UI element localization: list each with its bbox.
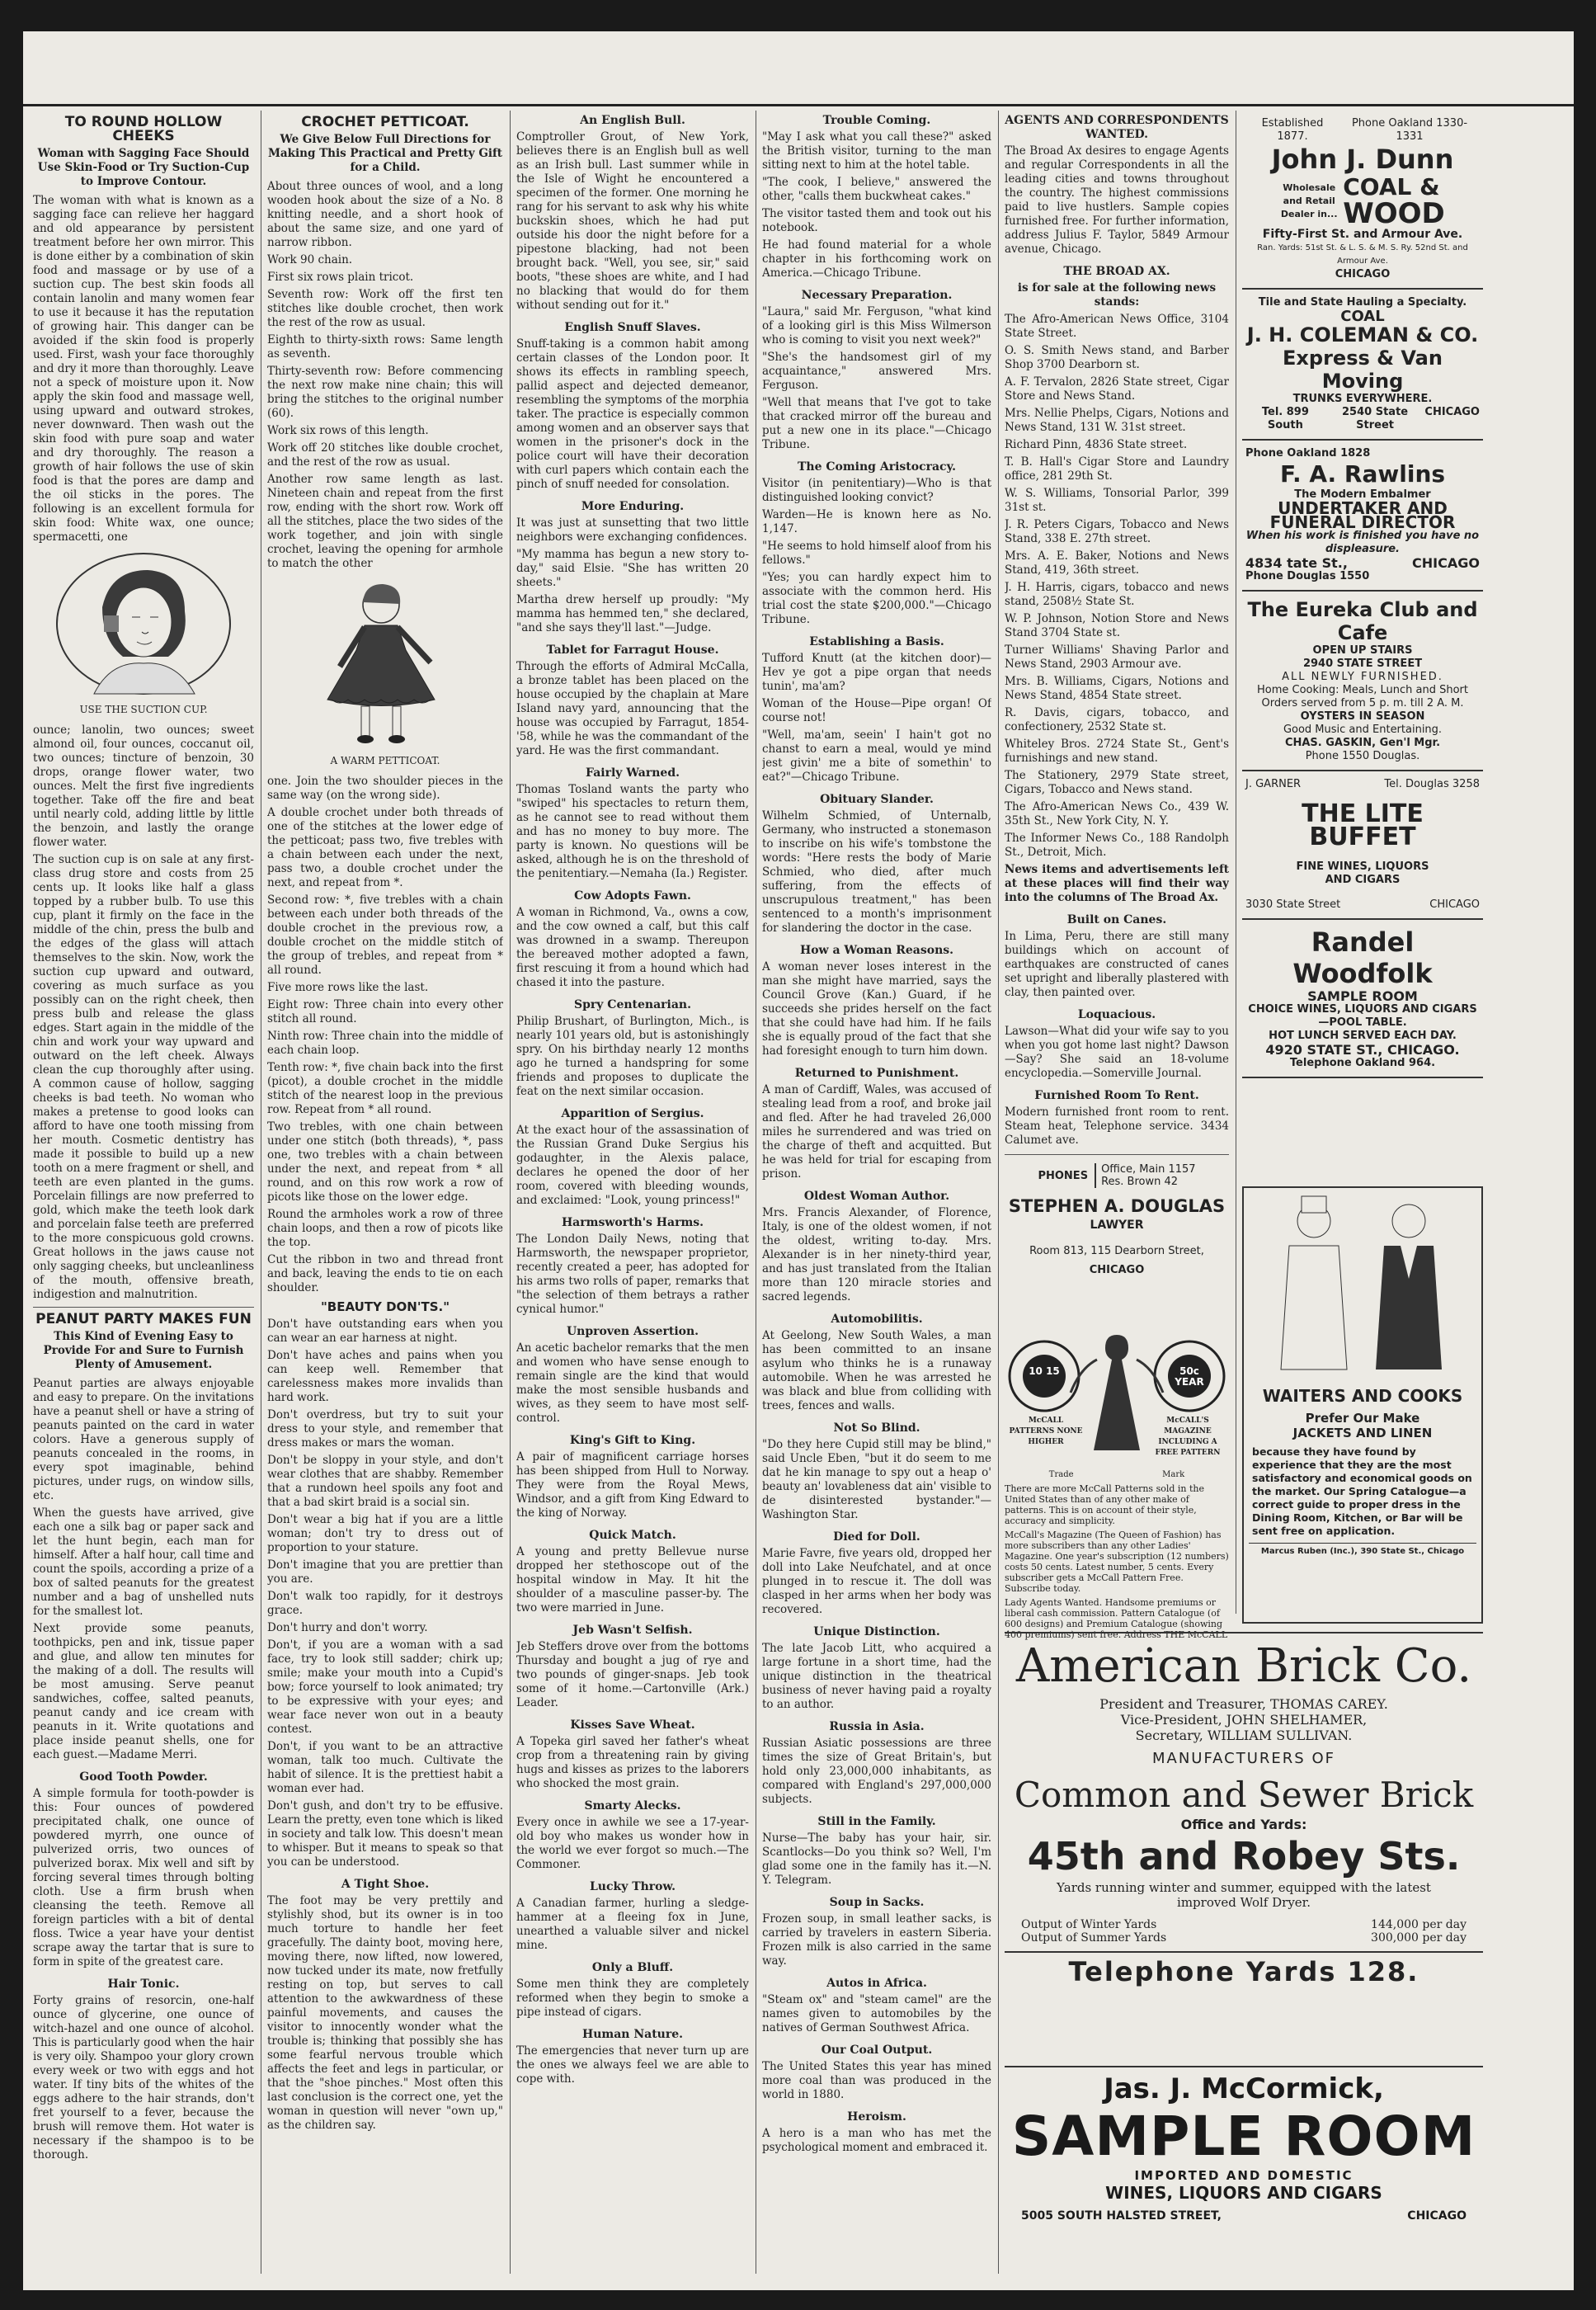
headline-crochet-petticoat: CROCHET PETTICOAT. bbox=[301, 114, 469, 130]
paragraph: Tufford Knutt (at the kitchen door)—Hev ye got a pipe organ that needs tunin', ma'am? bbox=[762, 652, 991, 693]
mccall-left-badge: 10 15 bbox=[1029, 1365, 1060, 1377]
paragraph: Snuff-taking is a common habit among certain classes of the London poor. It shows its effects in rambling speech, pallid aspect and dejected demeanor, resembling the symptoms of the morphia taker. The practice is especially common among women and an observer says that women in the prisoner's dock in the police court will have their decoration with curl papers which contain each the pinch of snuff needed for consolation. bbox=[516, 337, 749, 491]
paragraph: A Canadian farmer, hurling a sledge-hammer at a fleeing fox in June, unearthed a valuable silver and nickel mine. bbox=[516, 1897, 749, 1952]
lawyer-address: Room 813, 115 Dearborn Street, bbox=[1029, 1245, 1204, 1257]
mccall-left-text: McCALL PATTERNS NONE HIGHER bbox=[1009, 1417, 1083, 1446]
lite-line: AND CIGARS bbox=[1325, 874, 1401, 886]
lite-name: THE LITE BUFFET bbox=[1302, 799, 1424, 851]
paragraph: News items and advertisements left at these places will find their way into the columns of The Broad Ax. bbox=[1005, 863, 1229, 904]
rawlins-ad bbox=[1242, 441, 1483, 592]
paragraph: Eight row: Three chain into every other stitch all round. bbox=[267, 998, 503, 1025]
news-stand-entry: W. P. Johnson, Notion Store and News Stand 3704 State st. bbox=[1005, 612, 1229, 639]
paragraph: Work 90 chain. bbox=[267, 253, 353, 266]
headline: More Enduring. bbox=[581, 500, 685, 513]
paragraph: Next provide some peanuts, toothpicks, pen and ink, tissue paper and glue, and allow ten minutes for the making of a doll. The results will be most amusing. Serve peanut sandwiches, coffee, salted peanuts, peanut candy and ice cream with peanuts in it. Write quotations and place inside peanut shells, one for each guest.—Madame Merri. bbox=[33, 1622, 254, 1761]
newspaper-page bbox=[23, 31, 1574, 2290]
rawlins-motto: When his work is finished you have no displeasure. bbox=[1245, 530, 1480, 555]
brick-title: American Brick Co. bbox=[1015, 1639, 1472, 1693]
headline: Tablet for Farragut House. bbox=[546, 644, 719, 657]
paragraph: The suction cup is on sale at any first-class drug store and costs from 25 cents up. It looks like half a glass topped by a rubber bulb. To use this cup, plant it firmly on the face in the middle of the chin, press the bulb and the edges of the glass will attach themselves to the skin. Now, work the suction cup upward and outward, covering as much surface as you possibly can on the right cheek, then press bulb and release the glass edges. Start again in the middle of the chin and work your way upward and outward on the left cheek. Always clean the cup thoroughly after using. A common cause of hollow, sagging cheeks is bad teeth. No woman who makes a pretense to good looks can afford to have one tooth missing from her mouth. Cosmetic dentistry has made it possible to build up a new tooth on a mere fragment or shell, and teeth are even planted in the gums. Porcelain fillings are now preferred to gold, which make the teeth look dark and porcelain false teeth are preferred to the more conspicuous gold crowns. Great hollows in the jaws cause not only sagging cheeks, but uncleanliness of the mouth, offensive breath, indigestion and malnutrition. bbox=[33, 853, 254, 1301]
woman-suction-cup-illustration bbox=[45, 549, 242, 698]
headline: Harmsworth's Harms. bbox=[561, 1216, 704, 1229]
paragraph: Ninth row: Three chain into the middle of each chain loop. bbox=[267, 1030, 503, 1057]
paragraph: Don't gush, and don't try to be effusive. Learn the pretty, even tone which is liked in society and talk low. This doesn't mean to whisper. But it means to speak so that you can be understood. bbox=[267, 1799, 503, 1869]
dunn-coal: COAL & bbox=[1343, 173, 1440, 200]
news-stand-entry: J. H. Harris, cigars, tobacco and news stand, 2508½ State St. bbox=[1005, 581, 1229, 608]
brick-line: Secretary, WILLIAM SULLIVAN. bbox=[1135, 1728, 1353, 1743]
paragraph: one. Join the two shoulder pieces in the same way (on the wrong side). bbox=[267, 775, 503, 802]
paragraph: Don't overdress, but try to suit your dress to your style, and remember that dress makes or mars the woman. bbox=[267, 1408, 503, 1450]
mccall-right-text: McCALL'S MAGAZINE INCLUDING A FREE PATTERN bbox=[1155, 1417, 1221, 1457]
brick-line: Vice-President, JOHN SHELHAMER, bbox=[1120, 1712, 1368, 1728]
caption-suction-cup: USE THE SUCTION CUP. bbox=[79, 704, 208, 715]
paragraph: There are more McCall Patterns sold in the United States than of any other make of patterns. This is on account of their style, accuracy and simplicity. bbox=[1005, 1483, 1205, 1526]
headline-agents-wanted: AGENTS AND CORRESPONDENTS WANTED. bbox=[1005, 114, 1229, 141]
headline: Russia in Asia. bbox=[829, 1720, 925, 1733]
headline: Oldest Woman Author. bbox=[803, 1190, 950, 1203]
dunn-address: Fifty-First St. and Armour Ave. bbox=[1262, 228, 1463, 241]
paragraph: Marie Favre, five years old, dropped her doll into Lake Neufchatel, and at once plunged in to rescue it. The doll was clasped in her arms when her body was recovered. bbox=[762, 1547, 991, 1616]
column-divider bbox=[998, 111, 999, 2274]
brick-output-label: Output of Summer Yards bbox=[1021, 1931, 1167, 1945]
news-stand-entry: Turner Williams' Shaving Parlor and News Stand, 2903 Armour ave. bbox=[1005, 644, 1229, 671]
brick-phone: Telephone Yards 128. bbox=[1005, 1951, 1483, 1987]
brick-output-row bbox=[1021, 1931, 1467, 1945]
coleman-top: Tile and State Hauling a Specialty. bbox=[1258, 296, 1467, 309]
paragraph: McCall's Magazine (The Queen of Fashion) has more subscribers than any other Ladies' Magazine. One year's subscription (12 numbers) costs 50 cents. Latest number, 5 cents. Every subscriber gets a McCall Pattern Free. Subscribe today. bbox=[1005, 1530, 1229, 1594]
headline: Our Coal Output. bbox=[821, 2044, 933, 2057]
paragraph: Through the efforts of Admiral McCalla, a bronze tablet has been placed on the house occupied by the chaplain at Mare Island navy yard, announcing that the house was occupied by Farragut, 1854-'58, while he was the commandant of the yard. He was the first commandant. bbox=[516, 660, 749, 757]
headline: Soup in Sacks. bbox=[829, 1896, 925, 1909]
paragraph: A Topeka girl saved her father's wheat crop from a threatening rain by giving hugs and kisses as prizes to the laborers who shocked the most grain. bbox=[516, 1735, 749, 1790]
paragraph: Don't, if you want to be an attractive woman, talk too much. Cultivate the habit of silence. It is the prettiest habit a woman ever had. bbox=[267, 1740, 503, 1795]
coleman-address: 2540 State Street bbox=[1342, 406, 1409, 431]
brick-output-row bbox=[1021, 1918, 1467, 1931]
randel-line: HOT LUNCH SERVED EACH DAY. bbox=[1269, 1030, 1457, 1042]
mccormick-line: WINES, LIQUORS AND CIGARS bbox=[1105, 2183, 1382, 2203]
headline: English Snuff Slaves. bbox=[564, 321, 701, 334]
column-1 bbox=[33, 111, 254, 2274]
headline: Kisses Save Wheat. bbox=[570, 1718, 695, 1732]
mccormick-address: 5005 SOUTH HALSTED STREET, bbox=[1021, 2209, 1222, 2223]
randel-line: CHOICE WINES, LIQUORS AND CIGARS—POOL TABLE. bbox=[1248, 1003, 1477, 1029]
paragraph: Wilhelm Schmied, of Unternalb, Germany, who instructed a stonemason to inscribe on his wife's tombstone the words: "Here rests the body of Marie Schmied, who died, after much suffering, from the effects of unscrupulous treatment," has been sentenced to a month's imprisonment for slandering the doctor in the case. bbox=[762, 809, 991, 935]
brick-line: Yards running winter and summer, equipped with the latest improved Wolf Dryer. bbox=[1057, 1880, 1431, 1910]
paragraph: Thomas Tosland wants the party who "swiped" his spectacles to return them, as he cannot see to read without them and has no money to buy more. The party is known. No questions will be asked, although he is on the threshold of the penitentiary.—Nemaha (Ia.) Register. bbox=[516, 783, 749, 880]
waiters-title: WAITERS AND COOKS bbox=[1262, 1386, 1463, 1406]
paragraph: "Well, ma'am, seein' I hain't got no chanst to earn a meal, would ye mind jest givin' me a bite of somethin' to eat?"—Chicago Tribune. bbox=[762, 728, 991, 784]
paragraph: Forty grains of resorcin, one-half ounce of glycerine, one ounce of witch-hazel and one ounce of alcohol. This is particularly good when the hair is very oily. Shampoo your glory crown every week or two with eggs and hot water. If tiny bits of the whites of the eggs adhere to the hair strands, don't fret yourself to a fever, because the brush will remove them. Hot water is necessary if the shampoo is to be thorough. bbox=[33, 1994, 254, 2162]
headline: Obituary Slander. bbox=[820, 793, 934, 806]
mccormick-name: Jas. J. McCormick, bbox=[1104, 2072, 1384, 2105]
lite-address: 3030 State Street bbox=[1245, 898, 1341, 911]
randel-name: Randel Woodfolk bbox=[1292, 926, 1433, 989]
caption-warm-petticoat: A WARM PETTICOAT. bbox=[330, 755, 440, 766]
mccormick-address-row bbox=[1021, 2209, 1467, 2223]
subhead-crochet-petticoat: We Give Below Full Directions for Making This Practical and Pretty Gift for a Child. bbox=[267, 133, 503, 174]
headline: The Coming Aristocracy. bbox=[798, 460, 956, 474]
coleman-trunks: TRUNKS EVERYWHERE. bbox=[1292, 393, 1433, 405]
eureka-ad bbox=[1242, 592, 1483, 771]
eureka-line: OPEN UP STAIRS bbox=[1312, 644, 1413, 657]
headline: Loquacious. bbox=[1077, 1008, 1156, 1021]
headline-hollow-cheeks: TO ROUND HOLLOW CHEEKS bbox=[64, 114, 223, 144]
mccormick-ad bbox=[1005, 2066, 1483, 2274]
headline: Only a Bluff. bbox=[591, 1961, 674, 1974]
paragraph: The late Jacob Litt, who acquired a large fortune in a short time, had the unique distinction in the theatrical business of never having paid a royalty to an author. bbox=[762, 1642, 991, 1711]
news-stand-entry: W. S. Williams, Tonsorial Parlor, 399 31st st. bbox=[1005, 487, 1229, 514]
rawlins-address: 4834 tate St., bbox=[1245, 555, 1348, 571]
randel-sub: SAMPLE ROOM bbox=[1307, 988, 1418, 1004]
headline: How a Woman Reasons. bbox=[799, 944, 954, 957]
paragraph: A double crochet under both threads of one of the stitches at the lower edge of the petticoat; pass two, five trebles with a chain between each under the next, pass two, a double crochet under the next, and repeat from *. bbox=[267, 806, 503, 889]
paragraph: "Yes; you can hardly expect him to associate with the common herd. His trial cost the state $200,000."—Chicago Tribune. bbox=[762, 571, 991, 626]
mccall-trade-label: Trade bbox=[1048, 1470, 1074, 1479]
headline-beauty-donts: "BEAUTY DON'TS." bbox=[320, 1299, 450, 1314]
headline: Fairly Warned. bbox=[586, 766, 680, 780]
column-divider bbox=[510, 111, 511, 2274]
rawlins-city: CHICAGO bbox=[1412, 555, 1480, 571]
headline: Establishing a Basis. bbox=[809, 635, 944, 648]
paragraph: Don't hurry and don't worry. bbox=[267, 1621, 428, 1634]
rawlins-director: FUNERAL DIRECTOR bbox=[1269, 512, 1456, 532]
paragraph: Nurse—The baby has your hair, sir. Scantlocks—Do you think so? Well, I'm glad some one in the family has it.—N. Y. Telegram. bbox=[762, 1832, 991, 1887]
mccormick-title: SAMPLE ROOM bbox=[1011, 2105, 1476, 2168]
paragraph: "May I ask what you call these?" asked the British visitor, turning to the man sitting next to him at the hotel table. bbox=[762, 130, 991, 172]
paragraph: A woman never loses interest in the man she might have married, says the Council Grove (Kan.) Guard, if he succeeds she prides herself on the fact that she could have had him. If he fails she is equally proud of the fact that she had foresight enough to turn him down. bbox=[762, 960, 991, 1058]
paragraph: Warden—He is known here as No. 1,147. bbox=[762, 508, 991, 535]
paragraph: Peanut parties are always enjoyable and easy to prepare. On the invitations have a peanut shell or have a string of peanuts painted on the card in water colors. Have a generous supply of peanuts concealed in the rooms, in every spot imaginable, behind pictures, under rugs, on window sills, etc. bbox=[33, 1377, 254, 1502]
paragraph: An acetic bachelor remarks that the men and women who have sense enough to remain single are the kind that would make the most sensible husbands and wives, as they seem to have most self-control. bbox=[516, 1341, 749, 1425]
paragraph: "Laura," said Mr. Ferguson, "what kind of a looking girl is this Miss Wilmerson who is coming to visit you next week?" bbox=[762, 305, 991, 346]
eureka-line: ALL NEWLY FURNISHED. bbox=[1282, 671, 1443, 683]
news-stand-entry: Mrs. B. Williams, Cigars, Notions and News Stand, 4854 State street. bbox=[1005, 675, 1229, 702]
paragraph: Eighth to thirty-sixth rows: Same length as seventh. bbox=[267, 333, 503, 361]
rawlins-undertaker: UNDERTAKER AND bbox=[1278, 498, 1448, 518]
lite-phone: Tel. Douglas 3258 bbox=[1384, 778, 1480, 790]
news-stand-entry: O. S. Smith News stand, and Barber Shop 3700 Dearborn st. bbox=[1005, 344, 1229, 371]
phone-office: Office, Main 1157 bbox=[1101, 1163, 1196, 1176]
paragraph: "The cook, I believe," answered the other, "calls them buckwheat cakes." bbox=[762, 176, 991, 203]
paragraph: The United States this year has mined more coal than was produced in the world in 1880. bbox=[762, 2060, 991, 2101]
mccormick-city: CHICAGO bbox=[1407, 2209, 1467, 2223]
paragraph: Every once in awhile we see a 17-year-old boy who makes us wonder how in the world we ever forgot so much.—The Commoner. bbox=[516, 1816, 749, 1871]
waiters-body: because they have found by experience that they are the most satisfactory and economical goods on the market. Our Spring Catalogue—a correct guide to proper dress in the Dining Room, Kitchen, or Bar will be sent free on application. bbox=[1252, 1445, 1472, 1537]
randel-address: 4920 STATE ST., CHICAGO. bbox=[1265, 1042, 1460, 1058]
brick-products: Common and Sewer Brick bbox=[1014, 1775, 1474, 1815]
paragraph: At the exact hour of the assassination of the Russian Grand Duke Sergius his godaughter, in the Alexis palace, declares he opened the door of her room, covered with bleeding wounds, and exclaimed: "Look, young princess!" bbox=[516, 1124, 749, 1207]
headline: Heroism. bbox=[847, 2110, 906, 2124]
paragraph: Second row: *, five trebles with a chain between each under both threads of the double crochet in the previous row, a double crochet on the middle stitch of the group of trebles, and repeat from * all round. bbox=[267, 893, 503, 977]
paragraph: About three ounces of wool, and a long wooden hook about the size of a No. 8 knitting needle, and a short hook of about the same size, and one yard of narrow ribbon. bbox=[267, 180, 503, 249]
dunn-name: John J. Dunn bbox=[1271, 144, 1454, 175]
headline: Necessary Preparation. bbox=[801, 289, 953, 302]
paragraph: A pair of magnificent carriage horses has been shipped from Hull to Norway. They were from the Royal Mews, Windsor, and a gift from King Edward to the king of Norway. bbox=[516, 1450, 749, 1520]
waiters-line: JACKETS AND LINEN bbox=[1292, 1426, 1433, 1440]
dunn-wood: WOOD bbox=[1343, 197, 1445, 230]
dunn-phone: Phone Oakland 1330-1331 bbox=[1351, 117, 1468, 143]
paragraph: "Well that means that I've got to take that cracked mirror off the bureau and put a new one in its place."—Chicago Tribune. bbox=[762, 396, 991, 451]
subhead-peanut-party: This Kind of Evening Easy to Provide For and Sure to Furnish Plenty of Amusement. bbox=[43, 1330, 244, 1371]
paragraph: At Geelong, New South Wales, a man has been committed to an insane asylum who thinks he is a runaway automobile. When he was arrested he was black and blue from colliding with trees, fences and walls. bbox=[762, 1329, 991, 1412]
waiters-line: Prefer Our Make bbox=[1305, 1411, 1420, 1426]
paragraph: Don't imagine that you are prettier than you are. bbox=[267, 1558, 503, 1586]
news-stand-entry: J. R. Peters Cigars, Tobacco and News Stand, 338 E. 27th street. bbox=[1005, 518, 1229, 545]
phones-label: PHONES bbox=[1038, 1169, 1089, 1182]
paragraph: "My mamma has begun a new story to-day," said Elsie. "She has written 20 sheets." bbox=[516, 548, 749, 589]
news-stand-entry: Richard Pinn, 4836 State street. bbox=[1005, 438, 1188, 451]
paragraph: Work six rows of this length. bbox=[267, 424, 429, 437]
lite-buffet-ad bbox=[1242, 771, 1483, 920]
paragraph: The Broad Ax desires to engage Agents and regular Correspondents in all the leading cities and towns throughout the country. The highest commissions paid to live hustlers. Sample copies furnished free. For further information, address Julius F. Taylor, 5849 Armour avenue, Chicago. bbox=[1005, 144, 1229, 256]
paragraph: Lawson—What did your wife say to you when you got home last night? Dawson—Say? She said an 18-volume encyclopedia.—Somerville Journal. bbox=[1005, 1025, 1229, 1080]
phone-residence: Res. Brown 42 bbox=[1101, 1176, 1179, 1188]
headline: An English Bull. bbox=[580, 114, 685, 127]
headline-broad-ax: THE BROAD AX. bbox=[1063, 265, 1170, 278]
news-stand-entry: The Afro-American News Co., 439 W. 35th St., New York City, N. Y. bbox=[1005, 800, 1229, 827]
paragraph: Another row same length as last. Nineteen chain and repeat from the first row, ending with the short row. Work off all the stitches, place the two sides of the work together, and join with single crochet, leaving the opening for armhole to match the other bbox=[267, 473, 503, 570]
headline: Furnished Room To Rent. bbox=[1034, 1089, 1199, 1102]
rawlins-phone: Phone Oakland 1828 bbox=[1245, 447, 1371, 460]
headline-peanut-party: PEANUT PARTY MAKES FUN bbox=[33, 1307, 254, 1327]
coleman-city: CHICAGO bbox=[1424, 406, 1480, 418]
dunn-yards: Ran. Yards: 51st St. & L. S. & M. S. Ry. 52nd St. and Armour Ave. bbox=[1257, 243, 1468, 266]
headline: Trouble Coming. bbox=[822, 114, 931, 127]
paragraph: The woman with what is known as a sagging face can relieve her haggard and old appearance by persistent treatment before her own mirror. This is done either by a combination of skin food and massage or by use of a suction cup. The best skin foods all contain lanolin and many women fear to use it because it has the reputation of growing hair. This danger can be avoided if the skin food is properly used. First, wash your face thoroughly and dry it more than thoroughly. Leave not a speck of moisture upon it. Now apply the skin food and massage well, using upward and outward strokes, never downward. Then wash out the skin food with pure soap and water and dry thoroughly. The reason a growth of hair follows the use of skin food is that the pores are damp and the oil sticks in the pores. The following is an excellent formula for skin food: White wax, one ounce; spermacetti, one bbox=[33, 194, 254, 544]
paragraph: Two trebles, with one chain between under one stitch (both threads), *, pass one, two trebles with a chain between under the next, and repeat from * all round, and on this row work a row of picots like those on the lower edge. bbox=[267, 1120, 503, 1204]
headline: Smarty Alecks. bbox=[584, 1799, 681, 1813]
eureka-line: CHAS. GASKIN, Gen'l Mgr. bbox=[1284, 737, 1441, 749]
headline: Not So Blind. bbox=[833, 1421, 920, 1435]
lite-owner: J. GARNER bbox=[1245, 778, 1302, 790]
news-stands-list bbox=[1005, 313, 1229, 860]
paragraph: The London Daily News, noting that Harmsworth, the newspaper proprietor, recently created a peer, has adopted for his arms two rolls of paper, remarks that "the selection of them betrays a rather cynical humor." bbox=[516, 1233, 749, 1316]
waiters-cooks-ad bbox=[1242, 1186, 1483, 1624]
headline: Jeb Wasn't Selfish. bbox=[572, 1624, 693, 1637]
randel-tel: Telephone Oakland 964. bbox=[1289, 1057, 1436, 1069]
coleman-line: Express & Van Moving bbox=[1283, 346, 1443, 393]
paragraph: Lady Agents Wanted. Handsome premiums or liberal cash commission. Pattern Catalogue (of 600 designs) and Premium Catalogue (showing 400 premiums) sent free. Address THE McCALL bbox=[1005, 1597, 1228, 1640]
paragraph: Don't walk too rapidly, for it destroys grace. bbox=[267, 1590, 503, 1617]
headline: Still in the Family. bbox=[817, 1815, 936, 1828]
news-stand-entry: Whiteley Bros. 2724 State St., Gent's furnishings and new stand. bbox=[1005, 738, 1229, 765]
headline-tight-shoe: A Tight Shoe. bbox=[341, 1878, 430, 1891]
headline: Returned to Punishment. bbox=[794, 1067, 959, 1080]
headline: Built on Canes. bbox=[1066, 913, 1167, 926]
waiters-illustration bbox=[1244, 1188, 1481, 1378]
paragraph: Don't have aches and pains when you can keep well. Remember that carelessness makes more invalids than hard work. bbox=[267, 1349, 503, 1404]
brick-line: President and Treasurer, THOMAS CAREY. bbox=[1099, 1696, 1388, 1712]
headline: Autos in Africa. bbox=[826, 1977, 927, 1990]
paragraph: "He seems to hold himself aloof from his fellows." bbox=[762, 540, 991, 567]
american-brick-ad bbox=[1005, 1632, 1483, 2062]
headline-hair-tonic: Hair Tonic. bbox=[107, 1978, 180, 1991]
paragraph: A woman in Richmond, Va., owns a cow, and the cow owned a calf, but this calf was drowned in a swamp. Thereupon the bereaved mother adopted a fawn, first rescuing it from a hound which had chased it into the pasture. bbox=[516, 906, 749, 989]
mccall-trademark bbox=[1005, 1469, 1229, 1480]
news-stand-entry: The Informer News Co., 188 Randolph St., Detroit, Mich. bbox=[1005, 832, 1229, 859]
paragraph: When the guests have arrived, give each one a silk bag or paper sack and let the hunt begin, each man for himself. After a half hour, call time and count the spoils, according a prize of a box of salted peanuts for the greatest number and a bag of unshelled nuts for the smallest lot. bbox=[33, 1506, 254, 1618]
rawlins-phone2: Phone Douglas 1550 bbox=[1245, 570, 1370, 582]
paragraph: A young and pretty Bellevue nurse dropped her stethoscope out of the hospital window in May. It hit the shoulder of a masculine passer-by. The two were married in June. bbox=[516, 1545, 749, 1615]
headline: Unique Distinction. bbox=[813, 1625, 940, 1638]
rawlins-name: F. A. Rawlins bbox=[1279, 460, 1446, 488]
brick-output-label: Output of Winter Yards bbox=[1021, 1918, 1157, 1931]
lawyer-ad bbox=[1005, 1154, 1229, 1277]
lawyer-title: LAWYER bbox=[1090, 1219, 1144, 1232]
news-stand-entry: Mrs. Nellie Phelps, Cigars, Notions and News Stand, 131 W. 31st street. bbox=[1005, 407, 1229, 434]
coleman-ad bbox=[1242, 290, 1483, 441]
brick-line: Office and Yards: bbox=[1180, 1817, 1307, 1832]
paragraph: "Steam ox" and "steam camel" are the names given to automobiles by the natives of German Southwest Africa. bbox=[762, 1993, 991, 2034]
news-stand-entry: The Afro-American News Office, 3104 State Street. bbox=[1005, 313, 1229, 340]
rawlins-sub: The Modern Embalmer bbox=[1294, 488, 1431, 501]
paragraph: Tenth row: *, five chain back into the first (picot), a double crochet in the middle stitch of the nearest loop in the previous row. Repeat from * all round. bbox=[267, 1061, 503, 1116]
brick-output-value: 144,000 per day bbox=[1371, 1918, 1467, 1931]
headline: Apparition of Sergius. bbox=[561, 1107, 704, 1120]
paragraph: ounce; lanolin, two ounces; sweet almond oil, four ounces, coccanut oil, two ounces; tincture of benzoin, 30 drops, orange flower water, two ounces. Melt the first five ingredients together. Take off the fire and beat until nearly cold, adding little by little the benzoin, and lastly the orange flower water. bbox=[33, 724, 254, 849]
paragraph: Jeb Steffers drove over from the bottoms Thursday and bought a jug of rye and two pounds of ginger-snaps. Jeb took some of it home.—Cartonville (Ark.) Leader. bbox=[516, 1640, 749, 1709]
paragraph: The foot may be very prettily and stylishly shod, but its owner is in too much torture to handle her feet gracefully. The dainty boot, moving here, moving there, now lifted, now lowered, now tucked under its mate, now fretfully resting on top, but serves to call attention to the awkwardness of these painful movements, and causes the visitor to innocently wonder what the trouble is; thinking that possibly she has some fearful nervous trouble which affects the feet and legs in particular, or that the "shoe pinches." Most often this last conclusion is the correct one, yet the woman in question will never "own up," as the children say. bbox=[267, 1894, 503, 2132]
paragraph: A simple formula for tooth-powder is this: Four ounces of powdered precipitated chalk, one ounce of powdered myrrh, one ounce of pulverized orris, two ounces of pulverized borax. Mix well and sift by forcing several times through bolting cloth. Use a firm brush when cleansing the teeth. Remove all foreign particles with a bit of dental floss. Twice a year have your dentist scrape away the tartar that is sure to form in spite of the greatest care. bbox=[33, 1787, 254, 1968]
headline: King's Gift to King. bbox=[569, 1434, 696, 1447]
brick-output-value: 300,000 per day bbox=[1371, 1931, 1467, 1945]
news-stand-entry: Mrs. A. E. Baker, Notions and News Stand, 419, 36th street. bbox=[1005, 549, 1229, 577]
headline: Died for Doll. bbox=[833, 1530, 920, 1544]
headline: Cow Adopts Fawn. bbox=[574, 889, 691, 903]
eureka-line: Good Music and Entertaining. bbox=[1283, 724, 1443, 736]
paragraph: Round the armholes work a row of three chain loops, and then a row of picots like the top. bbox=[267, 1208, 503, 1249]
paragraph: Woman of the House—Pipe organ! Of course not! bbox=[762, 697, 991, 724]
paragraph: "She's the handsomest girl of my acquaintance," answered Mrs. Ferguson. bbox=[762, 351, 991, 392]
mccall-mark-label: Mark bbox=[1162, 1470, 1185, 1479]
dunn-city: CHICAGO bbox=[1335, 268, 1391, 280]
coleman-coal: COAL bbox=[1340, 308, 1385, 325]
paragraph: Philip Brushart, of Burlington, Mich., is nearly 101 years old, but is astonishingly spry. On his birthday nearly 12 months ago he turned a handspring for some friends and proposes to duplicate the feat on the next similar occasion. bbox=[516, 1015, 749, 1098]
eureka-name: The Eureka Club and Cafe bbox=[1247, 598, 1478, 644]
paragraph: It was just at sunsetting that two little neighbors were exchanging confidences. bbox=[516, 516, 749, 544]
eureka-line: Home Cooking: Meals, Lunch and Short Orders served from 5 p. m. till 2 A. M. bbox=[1257, 684, 1468, 710]
paragraph: Some men think they are completely reformed when they begin to smoke a pipe instead of cigars. bbox=[516, 1978, 749, 2019]
paragraph: Frozen soup, in small leather sacks, is carried by travelers in eastern Siberia. Frozen milk is also carried in the same way. bbox=[762, 1912, 991, 1968]
headline: Quick Match. bbox=[589, 1529, 676, 1542]
paragraph: In Lima, Peru, there are still many buildings which on account of earthquakes are constructed of canes set upright and liberally plastered with clay, then painted over. bbox=[1005, 930, 1229, 999]
mccormick-line: IMPORTED AND DOMESTIC bbox=[1134, 2168, 1354, 2183]
waiters-signature: Marcus Ruben (Inc.), 390 State St., Chicago bbox=[1249, 1543, 1476, 1556]
paragraph: A hero is a man who has met the psychological moment and embraced it. bbox=[762, 2127, 991, 2154]
news-stand-entry: T. B. Hall's Cigar Store and Laundry office, 281 29th St. bbox=[1005, 455, 1229, 483]
paragraph: Don't wear a big hat if you are a little woman; don't try to dress out of proportion to your stature. bbox=[267, 1513, 503, 1554]
mccall-ad bbox=[1005, 1310, 1229, 1640]
paragraph: A man of Cardiff, Wales, was accused of stealing lead from a roof, and broke jail and fled. After he had traveled 26,000 miles he surrendered and was tried on the charge of theft and acquitted. But he was held for trial for escaping from prison. bbox=[762, 1083, 991, 1181]
subhead-news-stands: is for sale at the following news stands: bbox=[1017, 281, 1217, 309]
paragraph: Work off 20 stitches like double crochet, and the rest of the row as usual. bbox=[267, 441, 503, 469]
paragraph: Comptroller Grout, of New York, believes there is an English bull as well as an Irish bull. Last summer while in the Isle of Wight he encountered a specimen of the former. One morning he rang for his servant to ask why his white buckskin shoes, which he had put outside his door the night before for a pipestone blacking, had not been brought back. "Well, you see, sir," said boots, "these shoes are white, and I had no blacking that would do for them without sending out for it." bbox=[516, 130, 749, 312]
paragraph: Don't have outstanding ears when you can wear an ear harness at night. bbox=[267, 1318, 503, 1345]
column-4 bbox=[762, 111, 991, 2274]
lite-city: CHICAGO bbox=[1429, 898, 1480, 911]
paragraph: He had found material for a whole chapter in his forthcoming work on America.—Chicago Tribune. bbox=[762, 238, 991, 280]
paragraph: Russian Asiatic possessions are three times the size of Great Britain's, but hold only 23,000,000 inhabitants, as compared with England's 297,000,000 subjects. bbox=[762, 1737, 991, 1806]
lite-line: FINE WINES, LIQUORS bbox=[1296, 860, 1429, 873]
coleman-name: J. H. COLEMAN & CO. bbox=[1246, 323, 1479, 346]
dunn-established: Established 1877. bbox=[1261, 117, 1324, 143]
headline: Lucky Throw. bbox=[589, 1880, 676, 1893]
paragraph: Don't, if you are a woman with a sad face, try to look still sadder; chirk up; smile; make your mouth into a Cupid's bow; force yourself to look animated; try to be expressive with your eyes; and wear face never won out in a beauty contest. bbox=[267, 1638, 503, 1736]
paragraph: Visitor (in penitentiary)—Who is that distinguished looking convict? bbox=[762, 477, 991, 504]
dunn-dealer: Wholesale and Retail Dealer in... bbox=[1280, 182, 1338, 219]
eureka-line: Phone 1550 Douglas. bbox=[1305, 750, 1420, 762]
eureka-line: 2940 STATE STREET bbox=[1302, 658, 1423, 670]
paragraph: Modern furnished front room to rent. Steam heat, Telephone service. 3434 Calumet ave. bbox=[1005, 1106, 1229, 1147]
headline: Automobilitis. bbox=[831, 1313, 923, 1326]
headline: Spry Centenarian. bbox=[574, 998, 691, 1011]
paragraph: The visitor tasted them and took out his notebook. bbox=[762, 207, 991, 234]
lawyer-name: STEPHEN A. DOUGLAS bbox=[1008, 1196, 1226, 1216]
paragraph: Cut the ribbon in two and thread front and back, leaving the ends to tie on each shoulder. bbox=[267, 1253, 503, 1294]
headline: Human Nature. bbox=[581, 2028, 683, 2041]
subhead-hollow-cheeks: Woman with Sagging Face Should Use Skin-Food or Try Suction-Cup to Improve Contour. bbox=[37, 147, 250, 188]
brick-address: 45th and Robey Sts. bbox=[1027, 1834, 1461, 1879]
paragraph: Thirty-seventh row: Before commencing the next row make nine chain; this will bring the stitches to the original number (60). bbox=[267, 365, 503, 420]
paragraph: The emergencies that never turn up are the ones we always feel we are able to cope with. bbox=[516, 2044, 749, 2086]
coleman-tel: Tel. 899 South bbox=[1261, 406, 1309, 431]
brick-line: MANUFACTURERS OF bbox=[1152, 1750, 1335, 1767]
lawyer-city: CHICAGO bbox=[1089, 1264, 1145, 1276]
paragraph: Martha drew herself up proudly: "My mamma has hemmed ten," she declared, "and she says they'll last."—Judge. bbox=[516, 593, 749, 634]
news-stand-entry: The Stationery, 2979 State street, Cigars, Tobacco and News stand. bbox=[1005, 769, 1229, 796]
top-rule bbox=[23, 104, 1574, 106]
paragraph: "Do they here Cupid still may be blind," said Uncle Eben, "but it do seem to me dat he kin manage to spy out a heap o' beauty an' lovableness dat ain' visible to de disinterested bystander."—Washington Star. bbox=[762, 1438, 991, 1521]
news-stand-entry: A. F. Tervalon, 2826 State street, Cigar Store and News Stand. bbox=[1005, 375, 1229, 403]
paragraph: Five more rows like the last. bbox=[267, 981, 429, 994]
headline: Unproven Assertion. bbox=[566, 1325, 699, 1338]
paragraph: Don't be sloppy in your style, and don't wear clothes that are shabby. Remember that a rundown heel spoils any foot and that a bad skirt braid is a social sin. bbox=[267, 1454, 503, 1509]
paragraph: First six rows plain tricot. bbox=[267, 271, 414, 284]
dunn-coal-ad bbox=[1242, 111, 1483, 290]
eureka-line: OYSTERS IN SEASON bbox=[1300, 710, 1425, 723]
randel-ad bbox=[1242, 920, 1483, 1078]
paragraph: Seventh row: Work off the first ten stitches like double crochet, then work the rest of the row as usual. bbox=[267, 288, 503, 329]
news-stand-entry: R. Davis, cigars, tobacco, and confectionery, 2532 State st. bbox=[1005, 706, 1229, 733]
column-2 bbox=[267, 111, 503, 2274]
mccall-right-badge: 50c YEAR bbox=[1175, 1365, 1204, 1388]
headline-tooth-powder: Good Tooth Powder. bbox=[79, 1770, 208, 1784]
column-3 bbox=[516, 111, 749, 2274]
paragraph: Mrs. Francis Alexander, of Florence, Italy, is one of the oldest women, if not the oldest, writing to-day. Mrs. Alexander is in her ninety-third year, and has just translated from the Italian more than 120 miracle stories and sacred legends. bbox=[762, 1206, 991, 1304]
child-petticoat-illustration bbox=[282, 576, 488, 749]
